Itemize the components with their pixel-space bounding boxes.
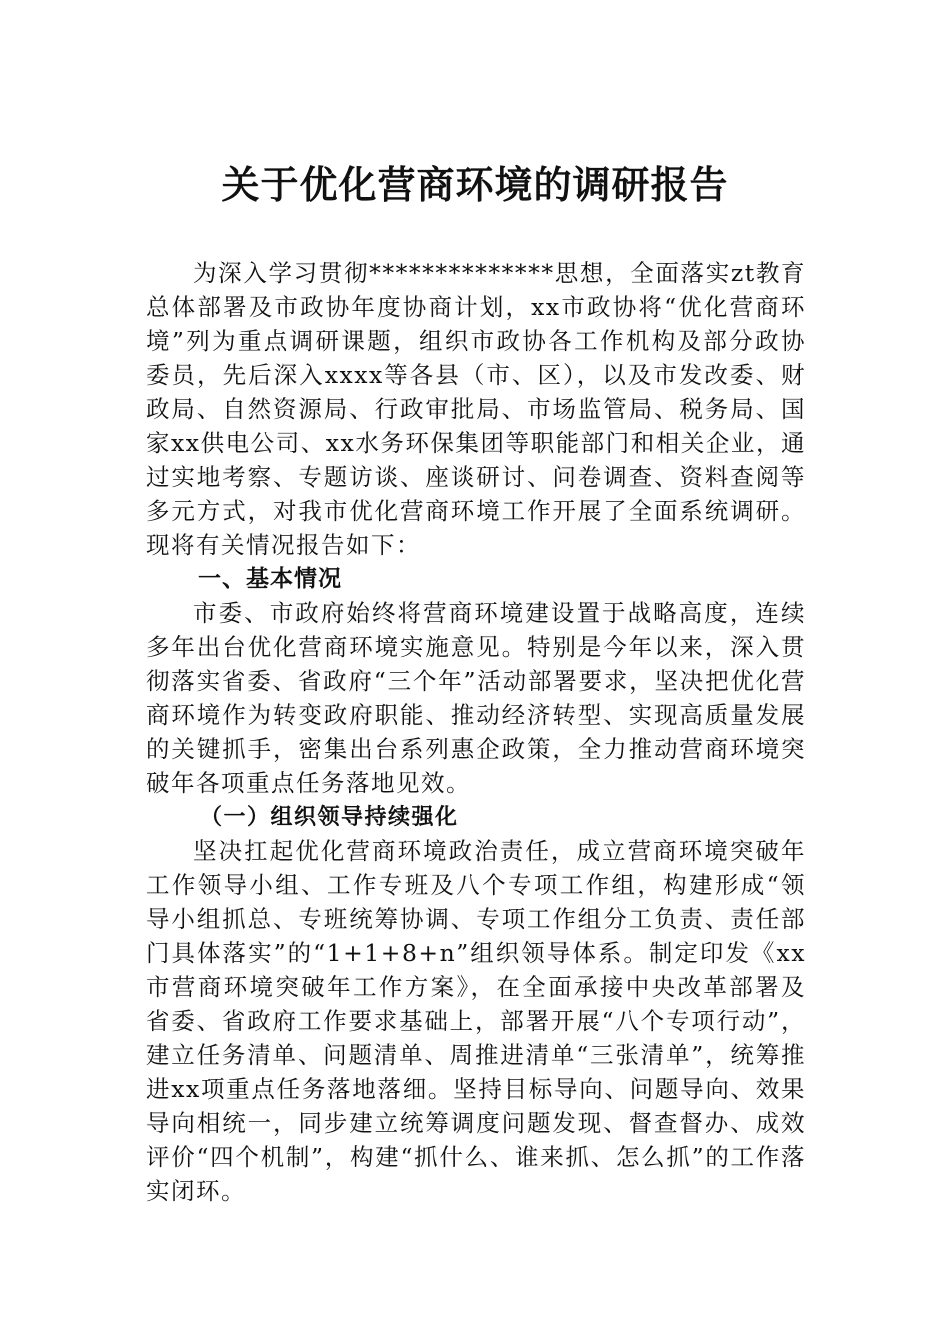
document-body [146, 256, 806, 1208]
subsection-paragraph: 坚决扛起优化营商环境政治责任，成立营商环境突破年工作领导小组、工作专班及八个专项工作组，构建形成“领导小组抓总、专班统筹协调、专项工作组分工负责、责任部门具体落实”的“1+1+8+n”组织领导体系。制定印发《xx市营商环境突破年工作方案》，在全面承接中央改革部署及省委、省政府工作要求基础上，部署开展“八个专项行动”，建立任务清单、问题清单、周推进清单“三张清单”，统筹推进xx项重点任务落地落细。坚持目标导向、问题导向、效果导向相统一，同步建立统筹调度问题发现、督查督办、成效评价“四个机制”，构建“抓什么、谁来抓、怎么抓”的工作落实闭环。 [146, 837, 806, 1205]
document-title: 关于优化营商环境的调研报告 [221, 162, 729, 207]
section-heading: 一、基本情况 [198, 566, 342, 592]
intro-paragraph: 为深入学习贯彻**************思想，全面落实zt教育总体部署及市政协年度协商计划，xx市政协将“优化营商环境”列为重点调研课题，组织市政协各工作机构及部分政协委员，先后深入xxxx等各县（市、区），以及市发改委、财政局、自然资源局、行政审批局、市场监管局、税务局、国家xx供电公司、xx水务环保集团等职能部门和相关企业，通过实地考察、专题访谈、座谈研讨、问卷调查、资料查阅等多元方式，对我市优化营商环境工作开展了全面系统调研。现将有关情况报告如下： [146, 259, 806, 559]
subsection-heading: （一）组织领导持续强化 [200, 804, 459, 830]
section-paragraph: 市委、市政府始终将营商环境建设置于战略高度，连续多年出台优化营商环境实施意见。特别是今年以来，深入贯彻落实省委、省政府“三个年”活动部署要求，坚决把优化营商环境作为转变政府职能、推动经济转型、实现高质量发展的关键抓手，密集出台系列惠企政策，全力推动营商环境突破年各项重点任务落地见效。 [146, 599, 806, 797]
